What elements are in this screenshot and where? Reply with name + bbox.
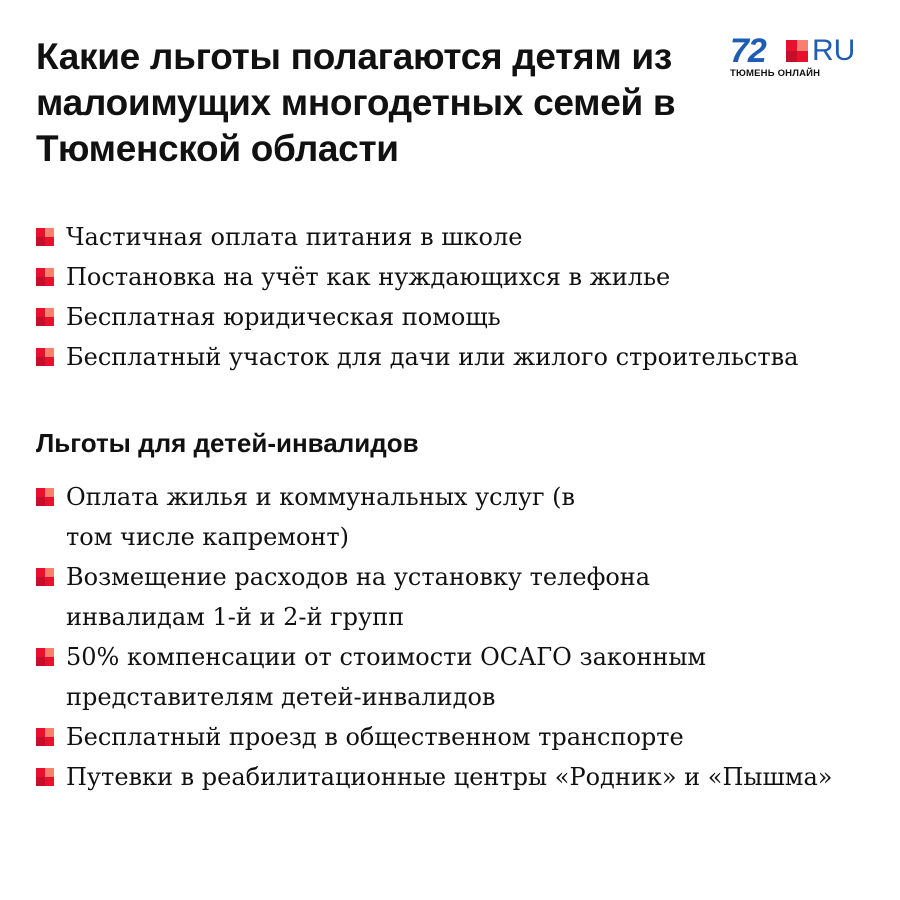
list-item bbox=[36, 217, 876, 257]
logo-squares-icon bbox=[786, 40, 808, 62]
list-item bbox=[36, 337, 876, 377]
bullet-icon bbox=[36, 648, 54, 666]
list-item bbox=[36, 257, 876, 297]
item-text: Путевки в реабилитационные центры «Родник» и «Пышма» bbox=[66, 763, 833, 791]
item-text: Бесплатный участок для дачи или жилого строительства bbox=[66, 343, 799, 371]
bullet-icon bbox=[36, 348, 54, 366]
bullet-icon bbox=[36, 728, 54, 746]
logo-subtitle: ТЮМЕНЬ ОНЛАЙН bbox=[730, 68, 821, 79]
item-text: Частичная оплата питания в школе bbox=[66, 223, 523, 251]
bullet-icon bbox=[36, 768, 54, 786]
list-item bbox=[36, 477, 596, 557]
benefits-list bbox=[36, 217, 876, 377]
logo-domain: RU bbox=[812, 34, 856, 67]
section-heading: Льготы для детей-инвалидов bbox=[36, 428, 419, 458]
logo-72ru bbox=[730, 32, 870, 84]
item-text: Возмещение расходов на установку телефона инвалидам 1-й и 2-й групп bbox=[66, 563, 651, 631]
item-text: 50% компенсации от стоимости ОСАГО законным представителям детей-инвалидов bbox=[66, 643, 707, 711]
bullet-icon bbox=[36, 568, 54, 586]
list-item bbox=[36, 637, 736, 717]
item-text: Оплата жилья и коммунальных услуг (в том числе капремонт) bbox=[66, 483, 576, 551]
item-text: Бесплатный проезд в общественном транспорте bbox=[66, 723, 684, 751]
list-item bbox=[36, 297, 876, 337]
item-text: Бесплатная юридическая помощь bbox=[66, 303, 501, 331]
logo-number: 72 bbox=[730, 32, 766, 70]
list-item bbox=[36, 557, 676, 637]
bullet-icon bbox=[36, 488, 54, 506]
disabled-children-benefits-list bbox=[36, 477, 876, 797]
list-item bbox=[36, 757, 876, 797]
bullet-icon bbox=[36, 228, 54, 246]
bullet-icon bbox=[36, 308, 54, 326]
bullet-icon bbox=[36, 268, 54, 286]
list-item bbox=[36, 717, 876, 757]
item-text: Постановка на учёт как нуждающихся в жилье bbox=[66, 263, 671, 291]
page-title: Какие льготы полагаются детям из малоимущих многодетных семей в Тюменской области bbox=[36, 36, 676, 169]
